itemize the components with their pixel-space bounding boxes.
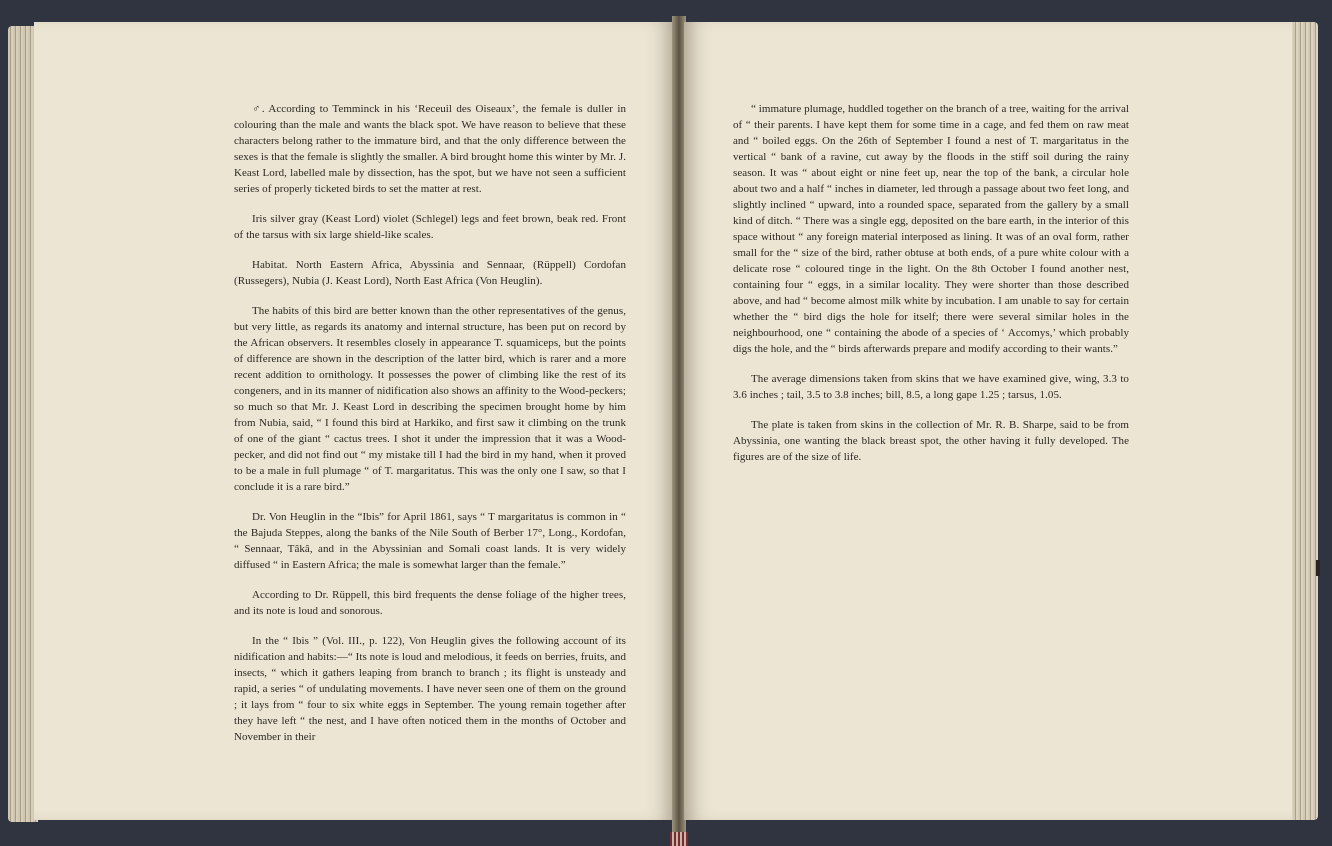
left-page-text: [234, 101, 626, 759]
paragraph: According to Dr. Rüppell, this bird frequents the dense foliage of the higher trees, and its note is loud and sonorous.: [234, 589, 626, 617]
right-page: [684, 22, 1292, 820]
spine-ribbon: [670, 832, 688, 846]
right-page-text: [733, 101, 1129, 479]
paragraph: In the “ Ibis ” (Vol. III., p. 122), Von Heuglin gives the following account of its nidification and habits:—“ Its note is loud and melodious, it feeds on berries, fruits, and insects, “ which it gathers leaping from branch to branch ; its flight is unsteady and rapid, a series “ of undulating movements. I have never seen one of them on the ground ; it lays from “ four to six white eggs in September. The young remain together after they have left “ the nest, and I have often noticed them in the months of October and November in their: [234, 635, 626, 743]
page-edges-right: [1288, 22, 1318, 820]
paragraph: ♂. According to Temminck in his ‘Receuil des Oiseaux’, the female is duller in colouring than the male and wants the black spot. We have reason to believe that these characters belong rather to the immature bird, and that the only difference between the sexes is that the female is slightly the smaller. A bird brought home this winter by Mr. J. Keast Lord, labelled male by dissection, has the spot, but we have not seen a sufficient series of properly ticketed birds to set the matter at rest.: [234, 103, 626, 195]
paragraph: Iris silver gray (Keast Lord) violet (Schlegel) legs and feet brown, beak red. Front of the tarsus with six large shield-like scales.: [234, 213, 626, 241]
paragraph: “ immature plumage, huddled together on the branch of a tree, waiting for the arrival of “ their parents. I have kept them for some time in a cage, and fed them on raw meat and “ boiled eggs. On the 26th of September I found a nest of T. margaritatus in the vertical “ bank of a ravine, cut away by the floods in the stiff soil during the rainy season. It was “ about eight or nine feet up, near the top of the bank, a circular hole about two and a half “ inches in diameter, led through a passage about two feet long, and slightly inclined “ upward, into a rounded space, separated from the gallery by a small kind of ditch. “ There was a single egg, deposited on the bare earth, in the interior of this space without “ any foreign material interposed as lining. It was of an oval form, rather small for the “ size of the bird, rather obtuse at both ends, of a pure white colour with a delicate rose “ coloured tinge in the light. On the 8th October I found another nest, containing four “ eggs, in a similar locality. They were shorter than those described above, and had “ become almost milk white by incubation. I am unable to say for certain whether the “ bird digs the hole for itself; there were several similar holes in the neighbourhood, one “ containing the abode of a species of ‘ Accomys,’ which probably digs the hole, and the “ birds afterwards prepare and modify according to their wants.”: [733, 103, 1129, 355]
left-page: [34, 22, 674, 820]
paragraph: The average dimensions taken from skins that we have examined give, wing, 3.3 to 3.6 inches ; tail, 3.5 to 3.8 inches; bill, 8.5, a long gape 1.25 ; tarsus, 1.05.: [733, 373, 1129, 401]
paragraph: The habits of this bird are better known than the other representatives of the genus, but very little, as regards its anatomy and internal structure, has been put on record by the African observers. It resembles closely in appearance T. squamiceps, but the points of difference are shown in the description of the latter bird, which is rarer and a more recent addition to ornithology. It possesses the power of climbing like the rest of its congeners, and in its manner of nidification also shows an affinity to the Wood-peckers; so much so that Mr. J. Keast Lord in describing the specimen brought home by him from Nubia, said, “ I found this bird at Harkiko, and first saw it climbing on the trunk of one of the giant “ cactus trees. I shot it under the impression that it was a Wood-pecker, and did not find out “ my mistake till I had the bird in my hand, when it proved to be a male in full plumage “ of T. margaritatus. This was the only one I saw, so that I conclude it is a rare bird.”: [234, 305, 626, 493]
paragraph: Habitat. North Eastern Africa, Abyssinia and Sennaar, (Rüppell) Cordofan (Russegers), Nubia (J. Keast Lord), North East Africa (Von Heuglin).: [234, 259, 626, 287]
paragraph: Dr. Von Heuglin in the “Ibis” for April 1861, says “ T margaritatus is common in “ the Bajuda Steppes, along the banks of the Nile South of Berber 17°, Long., Kordofan, “ Sennaar, Tâkâ, and in the Abyssinian and Somali coast lands. It is very widely diffused “ in Eastern Africa; the male is somewhat larger than the female.”: [234, 511, 626, 571]
paragraph: The plate is taken from skins in the collection of Mr. R. B. Sharpe, said to be from Abyssinia, one wanting the black breast spot, the other having it fully developed. The figures are of the size of life.: [733, 419, 1129, 463]
page-marker: [1316, 560, 1320, 576]
